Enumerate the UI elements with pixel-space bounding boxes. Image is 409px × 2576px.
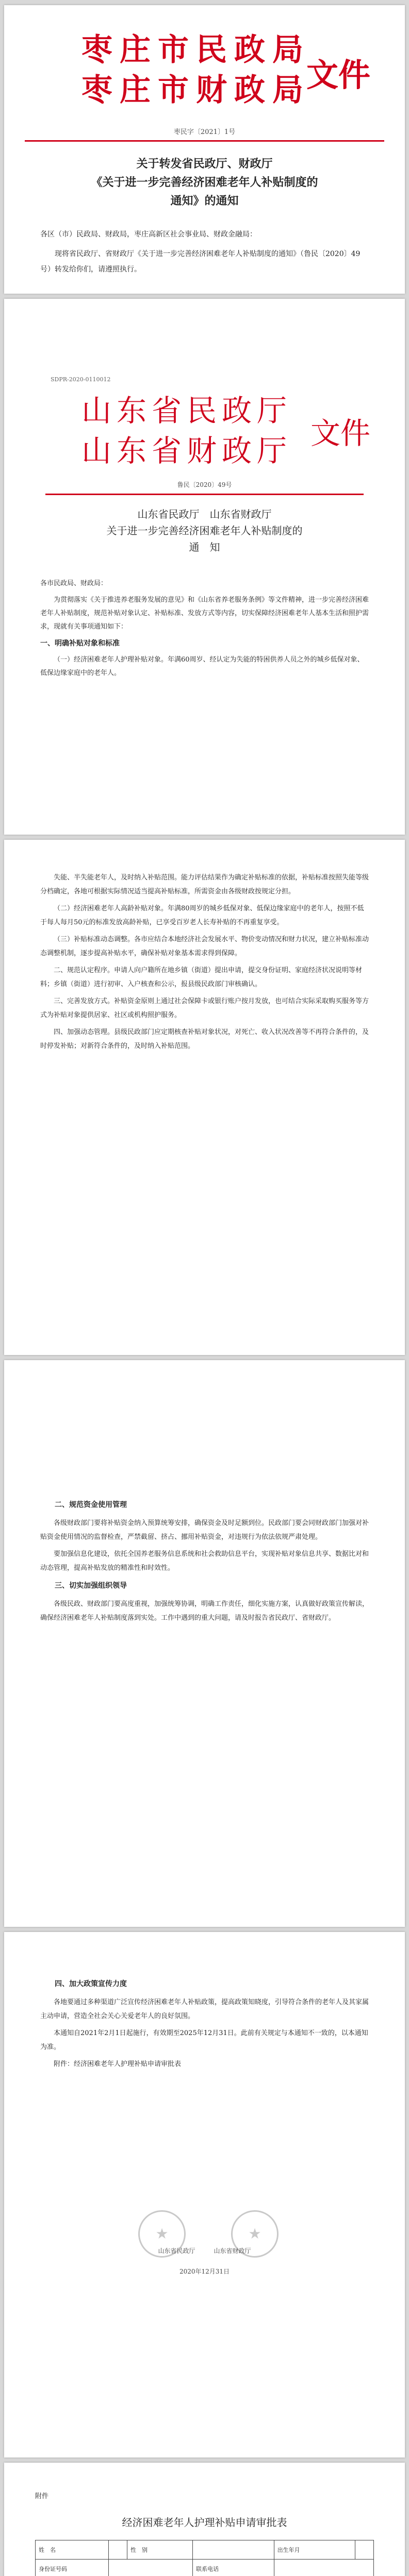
title-line-3: 通知》的通知	[170, 194, 239, 208]
table-cell: 姓 名	[36, 2540, 109, 2560]
page-2	[4, 299, 405, 835]
table-cell: 联系电话	[193, 2560, 274, 2576]
section-heading: 一、明确补贴对象和标准	[40, 639, 120, 648]
title-line-1: 山东省民政厅 山东省财政厅	[137, 508, 272, 520]
document-mark: 文件	[310, 416, 370, 451]
document-body	[40, 1973, 369, 2074]
document-code: SDPR-2020-0110012	[51, 376, 111, 383]
paragraph: 现将省民政厅、省财政厅《关于进一步完善经济困难老年人补贴制度的通知》（鲁民〔2020〕49号）转发给你们，请遵照执行。	[40, 250, 361, 274]
form-title: 经济困难老年人护理补贴申请审批表	[122, 2516, 287, 2529]
paragraph: 失能、半失能老年人，及时纳入补贴范围。能力评估结果作为确定补贴标准的依据，补贴标准按照失能等级分档确定，各地可根据实际情况适当提高补贴标准，所需资金由各级财政按规定分担。	[40, 874, 369, 895]
section-heading: 三、切实加强组织领导	[55, 1582, 127, 1590]
paragraph: 为贯彻落实《关于推进养老服务发展的意见》和《山东省养老服务条例》等文件精神，进一步完善经济困难老年人补贴制度，规范补贴对象认定、补贴标准、发放方式等内容，切实保障经济困难老年人基本生活和照护需求，现就有关事项通知如下：	[40, 596, 369, 631]
attachment-label: 附件	[35, 2493, 49, 2500]
salutation: 各市民政局、财政局：	[40, 580, 108, 587]
page-4	[4, 1360, 405, 1927]
issuer-line-1: 山东省民政厅	[81, 393, 292, 428]
paragraph: （二）经济困难老年人高龄补贴对象。年满80周岁的城乡低保对象、低保边缘家庭中的老年人，按照不低于每人每月50元的标准发放高龄补贴，已享受百岁老人长寿补贴的不再重复享受。	[40, 905, 364, 926]
issuer-line-2: 山东省财政厅	[81, 433, 292, 468]
document-body	[40, 227, 369, 281]
issuer-line-2: 枣庄市财政局	[81, 72, 310, 108]
paragraph: 各级财政部门要将补贴资金纳入预算统筹安排，确保资金及时足额到位。民政部门要会同财政部门加强对补贴资金使用情况的监督检查，严禁截留、挤占、挪用补贴资金，对违规行为依法依规严肃处理。	[40, 1519, 369, 1541]
table-row	[36, 2560, 374, 2576]
table-cell[interactable]	[193, 2540, 274, 2560]
attachment-page	[4, 2463, 405, 2576]
page-5	[4, 1932, 405, 2458]
red-divider	[25, 140, 384, 142]
application-form-table	[35, 2540, 374, 2576]
signatories: 山东省民政厅 山东省财政厅	[158, 2247, 251, 2255]
paragraph: 二、规范认定程序。申请人向户籍所在地乡镇（街道）提出申请，提交身份证明、家庭经济状况说明等材料；乡镇（街道）进行初审、入户核查和公示，报县级民政部门审核确认。	[40, 967, 363, 988]
document-title	[4, 155, 405, 210]
page-1	[4, 5, 405, 294]
letterhead	[81, 391, 370, 471]
title-line-2: 关于进一步完善经济困难老年人补贴制度的	[106, 524, 303, 537]
paragraph: 各地要通过多种渠道广泛宣传经济困难老年人补贴政策，提高政策知晓度，引导符合条件的老年人及其家属主动申请，营造全社会关心关爱老年人的良好氛围。	[40, 1998, 369, 2020]
table-cell[interactable]	[109, 2560, 193, 2576]
issuer-line-1: 枣庄市民政局	[81, 32, 310, 68]
table-cell[interactable]	[355, 2540, 374, 2560]
paragraph: （三）补贴标准动态调整。各市应结合本地经济社会发展水平、物价变动情况和财力状况，建立补贴标准动态调整机制，逐步提高补贴水平，确保补贴对象基本需求得到保障。	[40, 936, 369, 957]
table-cell[interactable]	[274, 2560, 373, 2576]
document-body	[40, 871, 369, 1056]
title-line-2: 《关于进一步完善经济困难老年人补贴制度的	[91, 176, 318, 189]
table-row	[36, 2540, 374, 2560]
paragraph: 各级民政、财政部门要高度重视，加强统筹协调，明确工作责任，细化实施方案，认真做好政策宣传解读，确保经济困难老年人补贴制度落到实处。工作中遇到的重大问题，请及时报告省民政厅、省财政厅。	[40, 1600, 369, 1622]
paragraph: （一）经济困难老年人护理补贴对象。年满60周岁、经认定为失能的特困供养人员之外的城乡低保对象、低保边缘家庭中的老年人。	[40, 656, 364, 677]
page-3	[4, 840, 405, 1355]
section-heading: 四、加大政策宣传力度	[55, 1980, 127, 1988]
table-cell: 身份证号码	[36, 2560, 109, 2576]
document-mark: 文件	[306, 56, 370, 94]
paragraph: 要加强信息化建设，依托全国养老服务信息系统和社会救助信息平台，实现补贴对象信息共享、数据比对和动态管理，提高补贴发放的精准性和时效性。	[40, 1550, 369, 1572]
document-body	[40, 1494, 369, 1628]
paragraph: 三、完善发放方式。补贴资金原则上通过社会保障卡或银行账户按月发放，也可结合实际采取购买服务等方式为补贴对象提供居家、社区或机构照护服务。	[40, 997, 369, 1019]
title-line-1: 关于转发省民政厅、财政厅	[136, 157, 273, 171]
table-cell: 出生年月	[274, 2540, 355, 2560]
document-number: 枣民字〔2021〕1号	[173, 128, 236, 136]
document-body	[40, 577, 369, 683]
red-divider	[45, 494, 364, 495]
issue-date: 2020年12月31日	[179, 2268, 230, 2275]
document-number: 鲁民〔2020〕49号	[177, 481, 232, 488]
salutation: 各区（市）民政局、财政局，枣庄高新区社会事业局、财政金融局：	[40, 230, 257, 239]
paragraph: 本通知自2021年2月1日起施行，有效期至2025年12月31日。此前有关规定与本通知不一致的，以本通知为准。	[40, 2029, 368, 2051]
letterhead	[81, 30, 370, 110]
title-line-3: 通 知	[189, 541, 220, 553]
table-cell[interactable]	[109, 2540, 127, 2560]
table-cell: 性 别	[127, 2540, 193, 2560]
attachment-note: 附件：经济困难老年人护理补贴申请审批表	[54, 2060, 182, 2068]
paragraph: 四、加强动态管理。县级民政部门应定期核查补贴对象状况，对死亡、收入状况改善等不再符合条件的，及时停发补贴；对新符合条件的，及时纳入补贴范围。	[40, 1028, 369, 1050]
section-heading: 二、规范资金使用管理	[55, 1501, 127, 1509]
document-title	[4, 506, 405, 555]
